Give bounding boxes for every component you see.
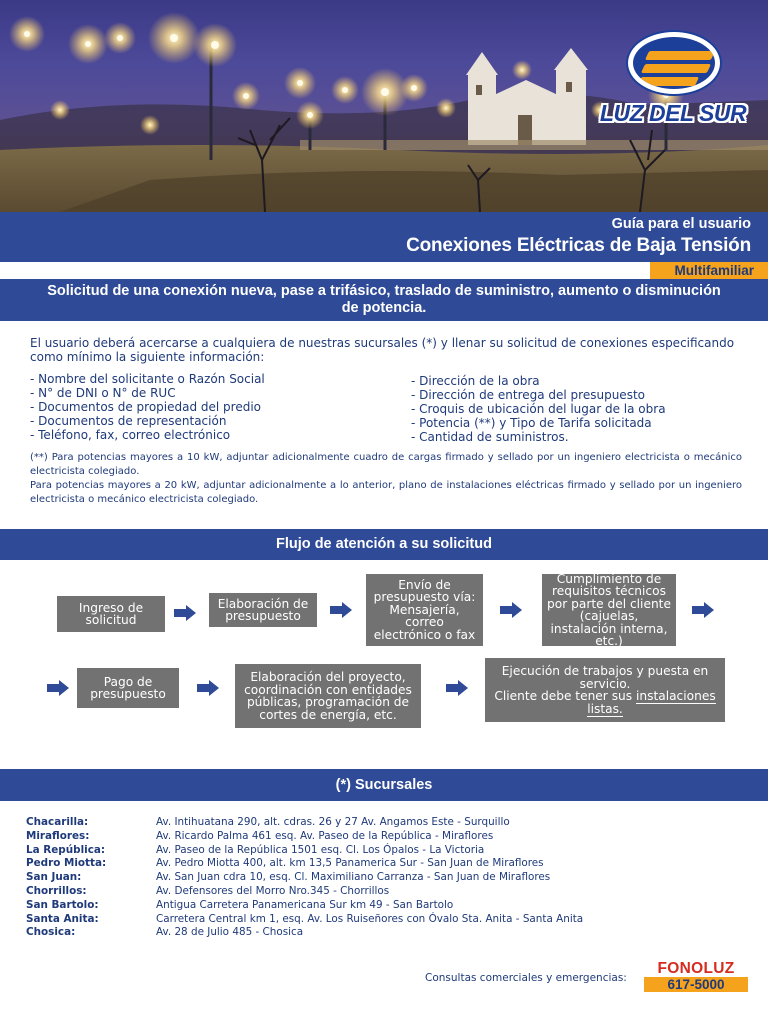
branch-address: Antigua Carretera Panamericana Sur km 49 - San Bartolo — [156, 898, 454, 911]
arrow-right-icon — [500, 602, 522, 618]
list-item: - Dirección de la obra — [411, 374, 540, 388]
step-label: Ingreso de solicitud — [78, 600, 144, 627]
fonoluz-name: FONOLUZ — [657, 960, 735, 977]
list-item: - Nombre del solicitante o Razón Social — [30, 372, 265, 386]
note-20kw: Para potencias mayores a 20 kW, adjuntar adicionalmente a lo anterior, plano de instalaciones eléctricas firmado y sellado por un ingeniero electricista o mecánico electricista colegiado. — [30, 480, 742, 505]
branch-name: San Juan: — [26, 871, 82, 884]
branch-row — [26, 885, 746, 899]
step-label: Elaboración de presupuesto — [217, 596, 309, 623]
list-item: - Cantidad de suministros. — [411, 430, 569, 444]
intro-text: El usuario deberá acercarse a cualquiera de nuestras sucursales (*) y llenar su solicitud de conexiones especificando como mínimo la siguiente información: — [30, 336, 735, 364]
arrow-right-icon — [330, 602, 352, 618]
branch-name: La República: — [26, 843, 106, 856]
branch-name: San Bartolo: — [26, 898, 99, 911]
step-pago-presupuesto — [77, 668, 179, 708]
branch-name: Chacarilla: — [26, 816, 89, 828]
flow-diagram — [0, 560, 768, 768]
branch-row — [26, 926, 746, 940]
logo-emblem — [628, 32, 720, 94]
list-item: - N° de DNI o N° de RUC — [30, 386, 176, 400]
branch-row — [26, 830, 746, 844]
branch-row — [26, 816, 746, 830]
branches-list — [26, 816, 746, 940]
step-ejecucion-trabajos — [485, 658, 725, 722]
step-elaboracion-presupuesto — [209, 593, 317, 627]
logo-wordmark: LUZ DEL SUR — [599, 100, 747, 126]
branch-address: Av. 28 de Julio 485 - Chosica — [156, 926, 304, 939]
step-ingreso-solicitud — [57, 596, 165, 632]
branch-address: Av. Defensores del Morro Nro.345 - Chorrillos — [156, 884, 390, 897]
branch-address: Av. Pedro Miotta 400, alt. km 13,5 Panamerica Sur - San Juan de Miraflores — [156, 857, 544, 870]
step-label-clients — [489, 690, 721, 715]
branch-name: Pedro Miotta: — [26, 857, 107, 870]
step-label: Ejecución de trabajos y puesta en servicio. — [501, 664, 709, 691]
step-label: Envío de presupuesto vía: Mensajería, correo electrónico o fax — [373, 577, 476, 642]
branch-row — [26, 857, 746, 871]
branches-heading: (*) Sucursales — [0, 769, 768, 801]
requirements-list-right — [411, 374, 666, 444]
step-label: Cumplimiento de requisitos técnicos por parte del cliente (cajuelas, instalación interna, etc.) — [547, 571, 671, 648]
fonoluz-badge — [644, 961, 748, 993]
requirements-list-left — [30, 372, 265, 442]
step-label: Elaboración del proyecto, coordinación con entidades públicas, programación de cortes de energía, etc. — [244, 670, 412, 722]
arrow-right-icon — [197, 680, 219, 696]
branch-name: Chosica: — [26, 926, 76, 939]
note-10kw: (**) Para potencias mayores a 10 kW, adjuntar adicionalmente cuadro de cargas firmado y sellado por un ingeniero electricista o mecánico electricista colegiado. — [30, 452, 742, 477]
list-item: - Potencia (**) y Tipo de Tarifa solicitada — [411, 416, 652, 430]
list-item: - Croquis de ubicación del lugar de la obra — [411, 402, 666, 416]
power-notes — [30, 451, 742, 507]
branch-address: Av. Ricardo Palma 461 esq. Av. Paseo de la República - Miraflores — [156, 829, 494, 842]
branch-row — [26, 871, 746, 885]
arrow-right-icon — [692, 602, 714, 618]
arrow-right-icon — [47, 680, 69, 696]
category-badge: Multifamiliar — [650, 262, 768, 279]
requirements-section — [30, 336, 745, 505]
title-band — [0, 212, 768, 262]
list-item: - Documentos de representación — [30, 414, 227, 428]
contact-text: Consultas comerciales y emergencias: — [425, 972, 627, 984]
branch-address: Av. San Juan cdra 10, esq. Cl. Maximiliano Carranza - San Juan de Miraflores — [156, 871, 551, 884]
branch-row — [26, 913, 746, 927]
step-label: Pago de presupuesto — [90, 674, 166, 701]
arrow-right-icon — [446, 680, 468, 696]
flow-heading: Flujo de atención a su solicitud — [0, 529, 768, 560]
branch-name: Chorrillos: — [26, 884, 87, 897]
list-item: - Dirección de entrega del presupuesto — [411, 388, 645, 402]
arrow-right-icon — [174, 605, 196, 621]
request-heading: Solicitud de una conexión nueva, pase a trifásico, traslado de suministro, aumento o disminución de potencia. — [0, 279, 768, 321]
branch-name: Santa Anita: — [26, 912, 99, 925]
step-label-emphasis: instalaciones listas. — [587, 689, 716, 716]
page-title: Conexiones Eléctricas de Baja Tensión — [406, 235, 751, 256]
list-item: - Documentos de propiedad del predio — [30, 400, 262, 414]
fonoluz-phone: 617-5000 — [644, 977, 748, 992]
branch-address: Carretera Central km 1, esq. Av. Los Ruiseñores con Óvalo Sta. Anita - Santa Anita — [156, 912, 584, 925]
step-elaboracion-proyecto — [235, 664, 421, 728]
luz-del-sur-logo — [598, 32, 748, 132]
step-envio-presupuesto — [366, 574, 483, 646]
list-item: - Teléfono, fax, correo electrónico — [30, 428, 231, 442]
hero-photo — [0, 0, 768, 212]
branch-address: Av. Paseo de la República 1501 esq. Cl. Los Ópalos - La Victoria — [156, 843, 485, 856]
branch-row — [26, 899, 746, 913]
branch-row — [26, 844, 746, 858]
branch-name: Miraflores: — [26, 829, 90, 842]
guide-label: Guía para el usuario — [611, 216, 751, 232]
branch-address: Av. Intihuatana 290, alt. cdras. 26 y 27 Av. Angamos Este - Surquillo — [156, 816, 510, 828]
step-label-prefix: Cliente debe tener sus — [494, 689, 633, 703]
step-cumplimiento-requisitos — [542, 571, 676, 648]
